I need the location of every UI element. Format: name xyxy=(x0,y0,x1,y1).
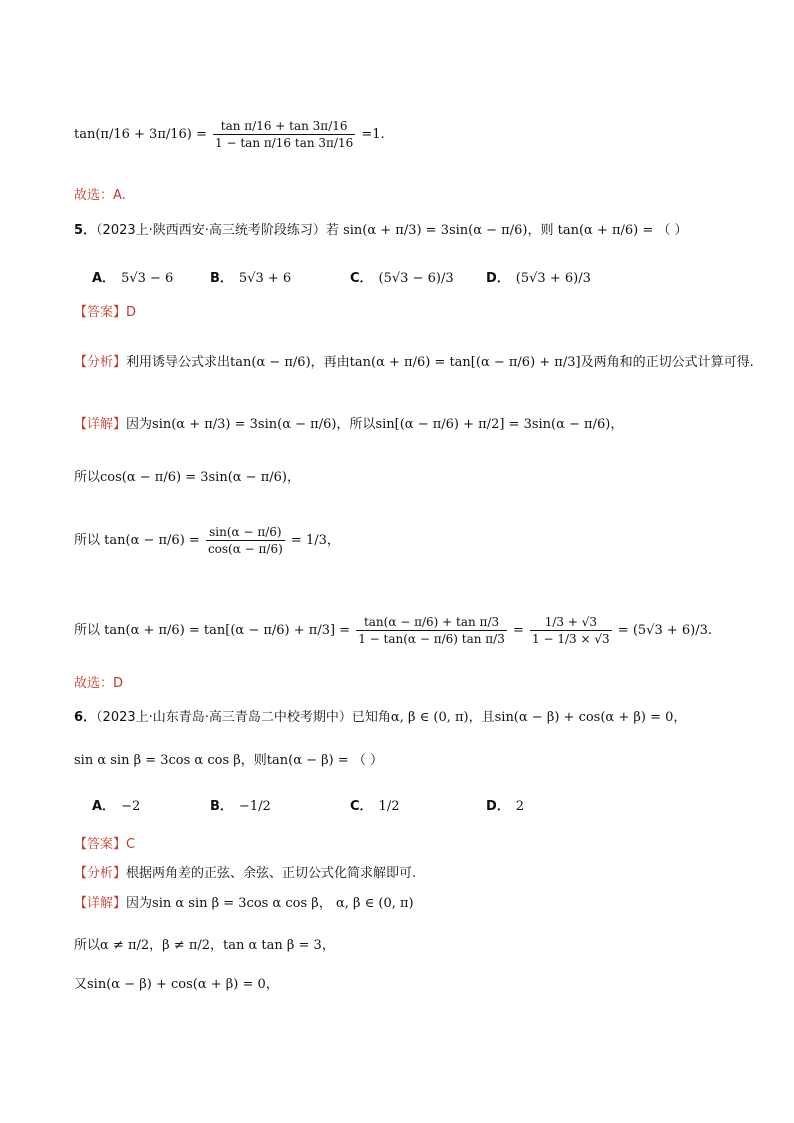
q5-detail-1c: ， xyxy=(610,417,624,432)
q6-analysis-label: 【分析】 xyxy=(74,866,127,881)
q6-detail-1m: sin α sin β = 3cos α cos β xyxy=(152,896,319,911)
q6-option-d-value: 2 xyxy=(515,799,525,814)
q6-blank: （ ） xyxy=(352,753,384,768)
q5-ask: tan(α + π/6) = xyxy=(557,223,654,238)
q5-answer-value: D xyxy=(126,305,137,320)
q6-stem-b: ，且 xyxy=(468,710,495,725)
q4-fraction xyxy=(213,118,355,151)
q5-step-2 xyxy=(74,467,300,489)
q5-step3-den: cos(α − π/6) xyxy=(207,542,283,556)
q6-analysis xyxy=(74,863,416,885)
q5-option-c xyxy=(350,267,454,286)
q5-step3-rhs: = 1/3 xyxy=(290,533,327,548)
q5-step-4 xyxy=(74,614,712,647)
q5-step2-end: ， xyxy=(286,470,300,485)
q6-stem-a: 已知角 xyxy=(351,710,391,725)
q5-option-c-value: (5√3 − 6)/3 xyxy=(378,271,454,286)
q5-option-d-value: (5√3 + 6)/3 xyxy=(515,271,591,286)
q6-option-a-letter: A． xyxy=(92,799,116,814)
q5-detail-1 xyxy=(74,414,623,436)
q5-step4-prefix: 所以 xyxy=(74,623,101,638)
q5-detail-1a: 因为 xyxy=(126,417,153,432)
q5-step-3 xyxy=(74,524,340,557)
q5-step4-den: 1 − tan(α − π/6) tan π/3 xyxy=(358,632,505,646)
q6-option-a xyxy=(92,795,140,814)
q6-stem-1 xyxy=(74,707,686,729)
q5-step3-lhs: tan(α − π/6) = xyxy=(104,533,200,548)
q6-detail-1 xyxy=(74,893,414,915)
q4-frac-num: tan π/16 + tan 3π/16 xyxy=(213,118,355,135)
q5-analysis-2: ，再由 xyxy=(310,355,350,370)
q5-answer xyxy=(74,302,136,324)
q5-step2-formula: cos(α − π/6) = 3sin(α − π/6) xyxy=(100,470,287,485)
q5-step4-num2: 1/3 + √3 xyxy=(530,614,612,631)
q5-step3-prefix: 所以 xyxy=(74,533,101,548)
q5-detail-1m2: sin[(α − π/6) + π/2] = 3sin(α − π/6) xyxy=(375,417,611,432)
q5-blank: （ ） xyxy=(657,223,688,238)
q6-source: （2023上·山东青岛·高三青岛二中校考期中） xyxy=(96,710,352,725)
q6-option-c-letter: C． xyxy=(350,799,373,814)
q6-step2-prefix: 所以 xyxy=(74,938,101,953)
q5-detail-label: 【详解】 xyxy=(74,417,127,432)
q5-stem xyxy=(74,220,688,242)
q4-rhs-end: =1. xyxy=(361,127,385,142)
q6-option-c-value: 1/2 xyxy=(378,799,400,814)
q5-analysis-3: 及两角和的正切公式计算可得. xyxy=(580,355,754,370)
q5-analysis xyxy=(74,352,754,374)
q6-option-b xyxy=(210,795,271,814)
q6-step-3 xyxy=(74,974,279,996)
q6-answer-label: 【答案】 xyxy=(74,837,127,852)
q5-option-b-value: 5√3 + 6 xyxy=(238,271,292,286)
q6-option-d xyxy=(486,795,524,814)
q5-step3-fraction xyxy=(206,524,285,557)
q6-option-c xyxy=(350,795,399,814)
q6-answer-value: C xyxy=(126,837,136,852)
q5-option-d xyxy=(486,267,591,286)
q5-select: 故选：D xyxy=(74,676,124,691)
q6-step3-prefix: 又 xyxy=(74,977,88,992)
q4-formula: tan(π/16 + 3π/16) = $\frac{\text{tan π/16 + tan 3π/16}}{\text{1 − tan π/16 tan 3π/16}}$ =1. xyxy=(74,119,385,150)
q5-option-b-letter: B． xyxy=(210,271,233,286)
q5-detail-1m: sin(α + π/3) = 3sin(α − π/6) xyxy=(152,417,337,432)
q5-option-a-letter: A． xyxy=(92,271,116,286)
q6-detail-1m2: ， α, β ∈ (0, π) xyxy=(318,896,414,911)
q5-step4-num: tan(α − π/6) + tan π/3 xyxy=(356,614,507,631)
q5-option-d-letter: D． xyxy=(486,271,510,286)
q4-frac-den: 1 − tan π/16 tan 3π/16 xyxy=(215,136,354,150)
q6-option-a-value: −2 xyxy=(121,799,141,814)
q6-number: 6． xyxy=(74,710,97,725)
q5-option-a xyxy=(92,267,173,286)
q6-step-2 xyxy=(74,935,335,957)
q5-step3-num: sin(α − π/6) xyxy=(206,524,285,541)
q6-step3-formula: sin(α − β) + cos(α + β) = 0， xyxy=(87,977,279,992)
q5-step4-lhs: tan(α + π/6) = tan[(α − π/6) + π/3] = xyxy=(104,623,351,638)
q6-option-b-value: −1/2 xyxy=(238,799,271,814)
q5-step3-end: ， xyxy=(326,533,340,548)
q5-option-b xyxy=(210,267,291,286)
q5-analysis-m2: tan(α + π/6) = tan[(α − π/6) + π/3] xyxy=(349,355,581,370)
q5-step4-rhs: = (5√3 + 6)/3. xyxy=(617,623,713,638)
q5-step4-mid: = xyxy=(513,623,524,638)
q5-number: 5． xyxy=(74,223,97,238)
q6-cond1: α, β ∈ (0, π) xyxy=(390,710,469,725)
q6-detail-1a: 因为 xyxy=(126,896,153,911)
q6-option-b-letter: B． xyxy=(210,799,233,814)
q5-option-c-letter: C． xyxy=(350,271,373,286)
q6-stem-c: ， xyxy=(673,710,687,725)
q6-cond3: sin α sin β = 3cos α cos β xyxy=(74,753,241,768)
q6-detail-label: 【详解】 xyxy=(74,896,127,911)
q5-condition: sin(α + π/3) = 3sin(α − π/6) xyxy=(343,223,528,238)
q5-stem-a: 若 xyxy=(325,223,339,238)
q5-analysis-label: 【分析】 xyxy=(74,355,127,370)
q6-ask: tan(α − β) = xyxy=(266,753,349,768)
q6-step2-formula: α ≠ π/2，β ≠ π/2，tan α tan β = 3， xyxy=(100,938,335,953)
q5-step2-prefix: 所以 xyxy=(74,470,101,485)
q6-analysis-text: 根据两角差的正弦、余弦、正切公式化简求解即可. xyxy=(126,866,417,881)
q5-option-a-value: 5√3 − 6 xyxy=(121,271,174,286)
q6-option-d-letter: D． xyxy=(486,799,510,814)
q5-answer-label: 【答案】 xyxy=(74,305,127,320)
q6-stem-2 xyxy=(74,750,383,772)
q6-stem-d: ，则 xyxy=(240,753,267,768)
q4-lhs: tan(π/16 + 3π/16) xyxy=(74,127,192,142)
q5-step4-fraction-2 xyxy=(530,614,612,647)
q5-analysis-1: 利用诱导公式求出 xyxy=(126,355,231,370)
q4-select: 故选：A. xyxy=(74,188,126,203)
q6-answer xyxy=(74,834,135,856)
q5-analysis-m1: tan(α − π/6) xyxy=(230,355,311,370)
q6-cond2: sin(α − β) + cos(α + β) = 0 xyxy=(494,710,674,725)
q5-detail-1b: ，所以 xyxy=(336,417,376,432)
q5-step4-fraction xyxy=(356,614,507,647)
q5-step4-den2: 1 − 1/3 × √3 xyxy=(532,632,610,646)
q5-stem-b: ，则 xyxy=(527,223,554,238)
q5-source: （2023上·陕西西安·高三统考阶段练习） xyxy=(96,223,326,238)
